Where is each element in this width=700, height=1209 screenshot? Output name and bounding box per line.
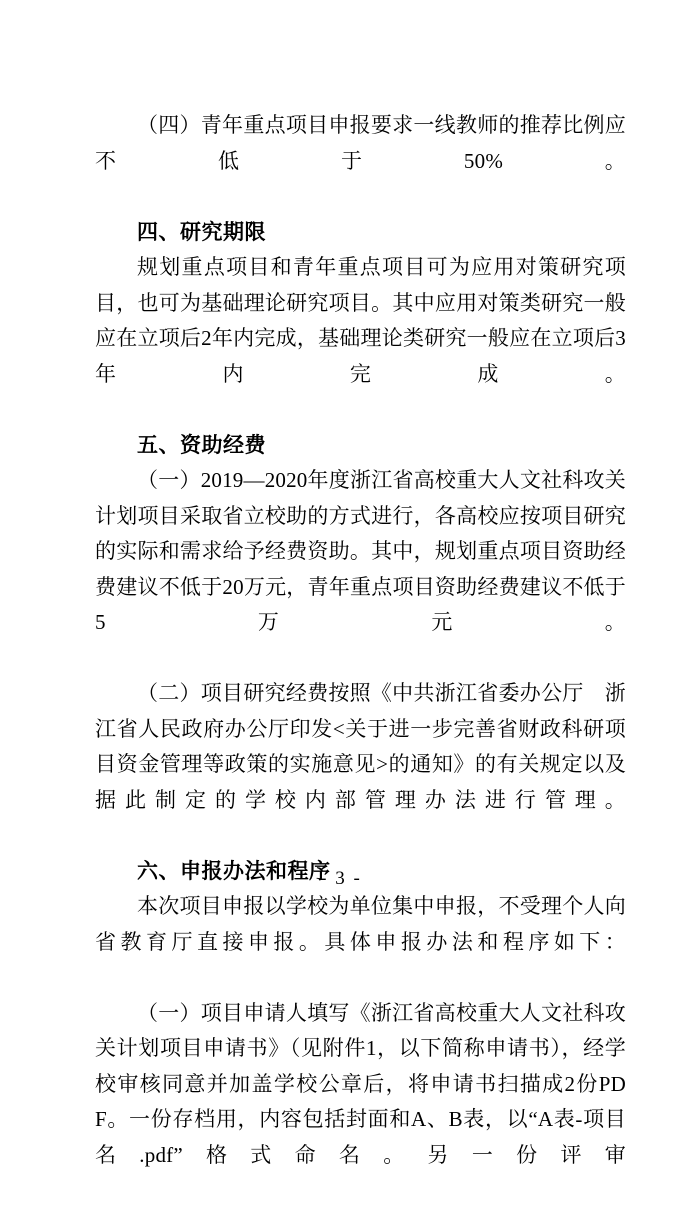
paragraph-funding-item-one: （一）2019—2020年度浙江省高校重大人文社科攻关计划项目采取省立校助的方式进行，各高校应按项目研究的实际和需求给予经费资助。其中，规划重点项目资助经费建议不低于20万元，青年重点项目资助经费建议不低于5万元。 — [95, 468, 626, 634]
heading-section-five-funding: 五、资助经费 — [137, 433, 266, 457]
page-number: - 3 - — [320, 868, 362, 889]
paragraph-four-youth-recommend: （四）青年重点项目申报要求一线教师的推荐比例应不低于50%。 — [95, 113, 626, 173]
document-body — [95, 108, 626, 1209]
heading-section-four-research-period: 四、研究期限 — [137, 220, 266, 244]
heading-section-six-application-procedure: 六、申报办法和程序 — [137, 859, 331, 883]
paragraph-research-period: 规划重点项目和青年重点项目可为应用对策研究项目，也可为基础理论研究项目。其中应用对策类研究一般应在立项后2年内完成，基础理论类研究一般应在立项后3年内完成。 — [95, 255, 626, 386]
paragraph-funding-item-two: （二）项目研究经费按照《中共浙江省委办公厅 浙江省人民政府办公厅印发<关于进一步完善省财政科研项目资金管理等政策的实施意见>的通知》的有关规定以及据此制定的学校内部管理办法进行管理。 — [95, 681, 626, 812]
paragraph-application-intro: 本次项目申报以学校为单位集中申报，不受理个人向省教育厅直接申报。具体申报办法和程序如下： — [95, 894, 626, 954]
paragraph-application-item-one: （一）项目申请人填写《浙江省高校重大人文社科攻关计划项目申请书》（见附件1，以下简称申请书），经学校审核同意并加盖学校公章后，将申请书扫描成2份PDF。一份存档用，内容包括封面和A、B表，以“A表-项目名.pdf”格式命名。另一份评审 — [95, 1000, 626, 1167]
